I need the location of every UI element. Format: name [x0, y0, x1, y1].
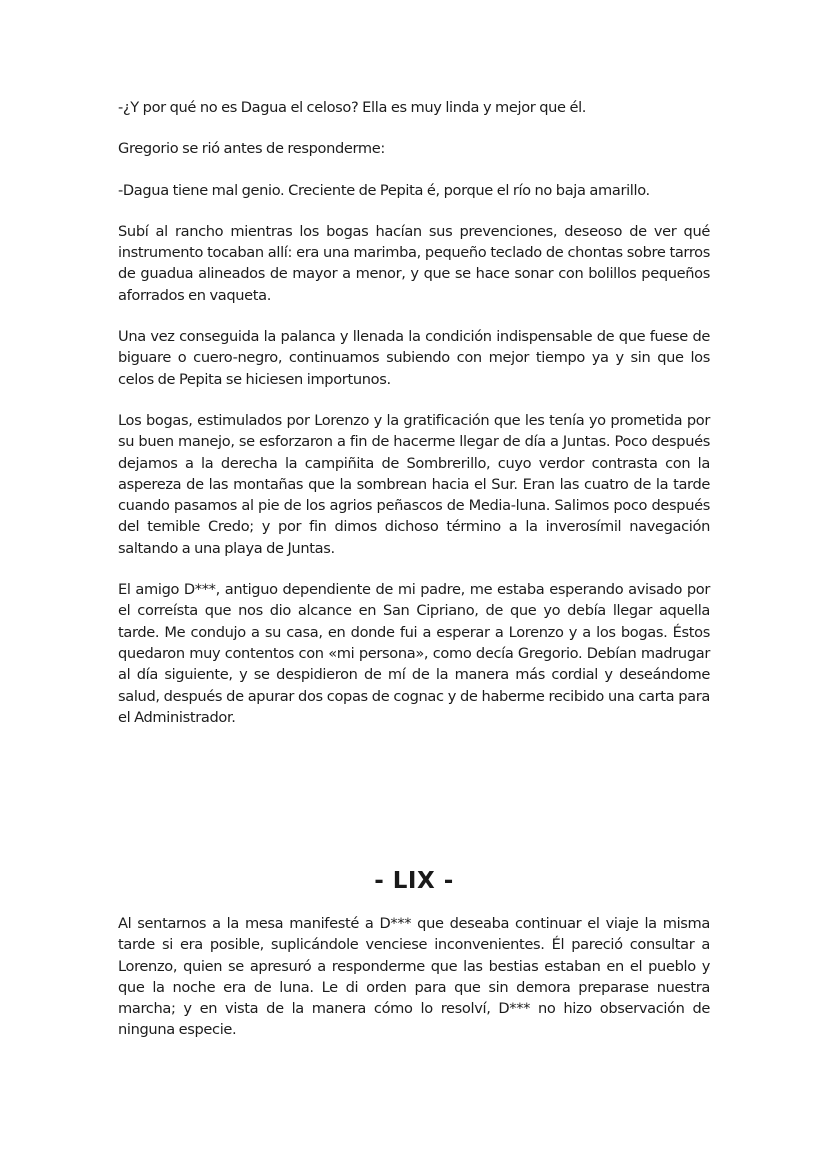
document-body-upper: [118, 97, 710, 748]
paragraph-amigo-d: El amigo D***, antiguo dependiente de mi padre, me estaba esperando avisado por el correísta que nos dio alcance en San Cipriano, de que yo debía llegar aquella tarde. Me condujo a su casa, en donde fui a esperar a Lorenzo y a los bogas. Éstos quedaron muy contentos con «mi persona», como decía Gregorio. Debían madrugar al día siguiente, y se despidieron de mí de la manera más cordial y deseándome salud, después de apurar dos copas de cognac y de haberme recibido una carta para el Administrador.: [118, 581, 710, 726]
paragraph-juntas-arrival: Los bogas, estimulados por Lorenzo y la gratificación que les tenía yo prometida por su buen manejo, se esforzaron a fin de hacerme llegar de día a Juntas. Poco después dejamos a la derecha la campiñita de Sombrerillo, cuyo verdor contrasta con la aspereza de las montañas que la sombrean hacia el Sur. Eran las cuatro de la tarde cuando pasamos al pie de los agrios peñascos de Media-luna. Salimos poco después del temible Credo; y por fin dimos dichoso término a la inverosímil navegación saltando a una playa de Juntas.: [118, 411, 710, 557]
paragraph-dialogue-question: -¿Y por qué no es Dagua el celoso? Ella es muy linda y mejor que él.: [118, 99, 587, 116]
paragraph-gregorio-laughs: Gregorio se rió antes de responderme:: [118, 140, 385, 158]
paragraph-chapter-opening: Al sentarnos a la mesa manifesté a D*** que deseaba continuar el viaje la misma tarde si era posible, suplicándole venciese inconvenientes. Él pareció consultar a Lorenzo, quien se apresuró a responderme que las bestias estaban en el pueblo y que la noche era de luna. Le di orden para que sin demora preparase nuestra marcha; y en vista de la manera cómo lo resolví, D*** no hizo observación de ninguna especie.: [118, 915, 710, 1039]
chapter-heading: - LIX -: [374, 868, 454, 894]
document-body-lower: [118, 913, 710, 1041]
paragraph-marimba: Subí al rancho mientras los bogas hacían sus prevenciones, deseoso de ver qué instrumento tocaban allí: era una marimba, pequeño teclado de chontas sobre tarros de guadua alineados de mayor a menor, y que se hace sonar con bolillos pequeños aforrados en vaqueta.: [118, 222, 710, 304]
paragraph-dialogue-answer: -Dagua tiene mal genio. Creciente de Pepita é, porque el río no baja amarillo.: [118, 181, 650, 199]
paragraph-palanca: Una vez conseguida la palanca y llenada la condición indispensable de que fuese de biguare o cuero-negro, continuamos subiendo con mejor tiempo ya y sin que los celos de Pepita se hiciesen importunos.: [118, 328, 710, 388]
